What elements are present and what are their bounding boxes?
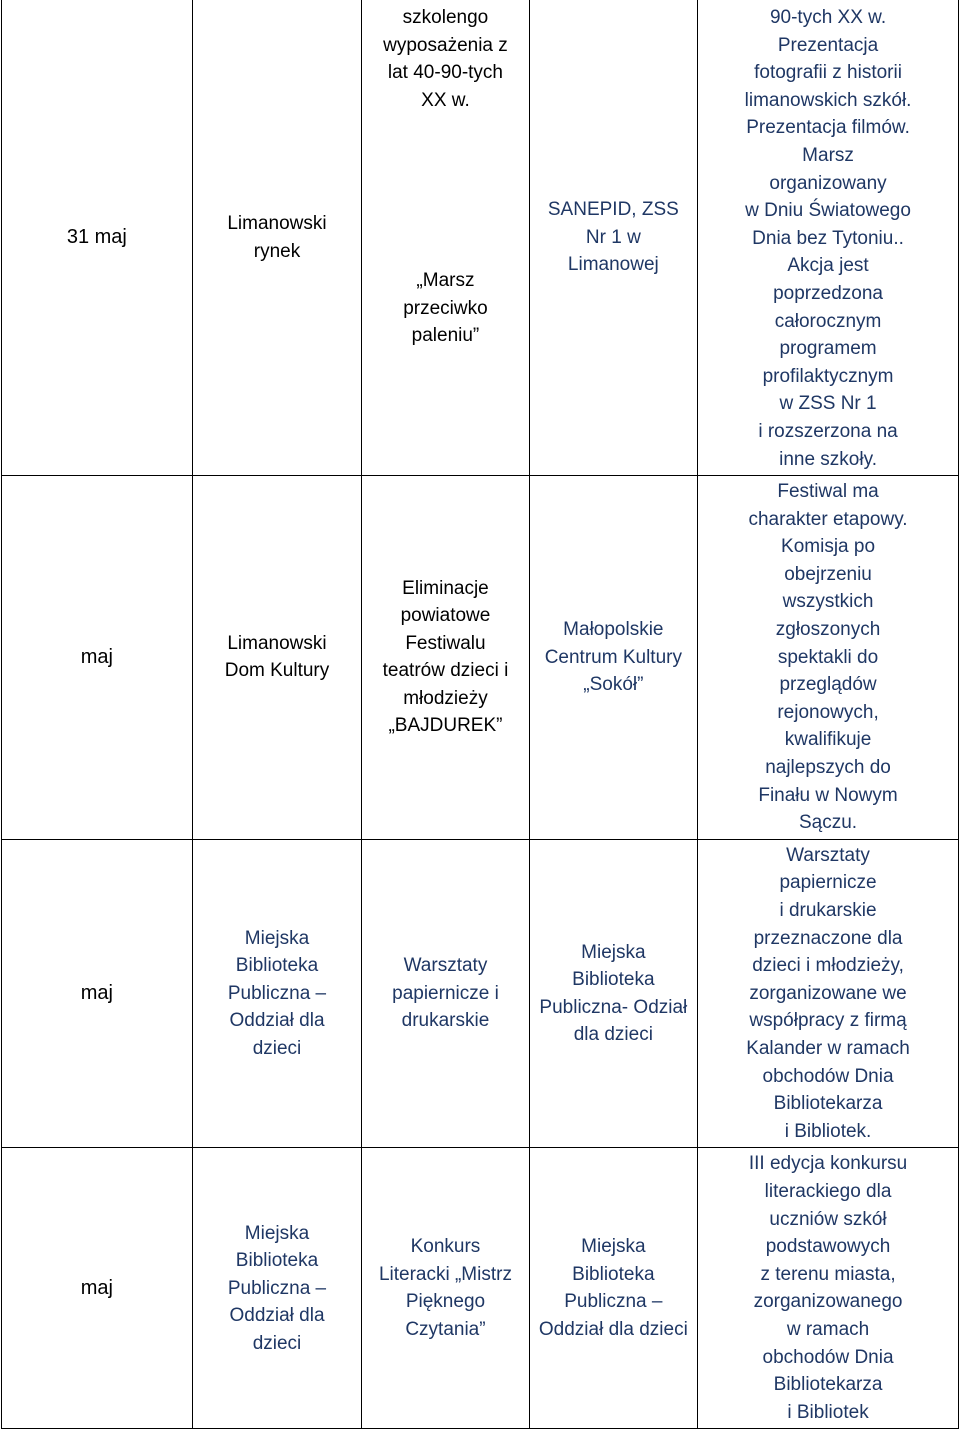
desc-line: Bibliotekarza <box>773 1374 883 1396</box>
desc-line: w ramach <box>786 1318 870 1340</box>
desc-line: Prezentacja filmów. <box>746 117 910 139</box>
title-line: wyposażenia z <box>383 34 508 56</box>
event-place <box>192 1148 362 1429</box>
desc-line: obchodów Dnia <box>762 1065 894 1087</box>
desc-line: rejonowych, <box>777 701 879 723</box>
title-line: szkolengo <box>402 7 489 28</box>
desc-line: obchodów Dnia <box>762 1346 894 1368</box>
title-line: Warsztaty <box>403 955 488 977</box>
desc-line: inne szkoły. <box>779 448 877 470</box>
desc-line: Komisja po <box>781 536 876 558</box>
table-row <box>2 1148 959 1429</box>
desc-line: organizowany <box>769 172 887 194</box>
desc-line: i Bibliotek <box>787 1401 869 1423</box>
title-line: „BAJDUREK” <box>388 715 503 737</box>
desc-line: poprzedzona <box>773 282 883 304</box>
event-place: Limanowski rynek <box>192 0 362 476</box>
desc-line: limanowskich szkół. <box>744 89 912 111</box>
desc-line: papiernicze <box>779 872 877 894</box>
title-line: Literacki „Mistrz <box>378 1263 512 1285</box>
title-line: lat 40-90-tych <box>387 62 504 83</box>
desc-line: i Bibliotek. <box>784 1120 872 1142</box>
desc-line: zorganizowanego <box>753 1291 903 1313</box>
desc-line: 90-tych XX w. <box>769 7 887 28</box>
desc-line: Kalander w ramach <box>746 1037 910 1059</box>
desc-line: charakter etapowy. <box>748 508 908 530</box>
desc-line: Sączu. <box>798 812 858 834</box>
place-line: Miejska <box>244 927 310 949</box>
desc-line: kwalifikuje <box>784 729 872 751</box>
table-row <box>2 0 959 476</box>
event-title <box>362 476 529 840</box>
desc-line: Akcja jest <box>787 255 869 277</box>
place-line: Oddział dla <box>229 1010 325 1032</box>
event-organizer <box>529 1148 697 1429</box>
event-date: maj <box>2 476 193 840</box>
title-line: Pięknego <box>405 1291 486 1313</box>
desc-line: z terenu miasta, <box>760 1263 896 1285</box>
event-date: maj <box>2 1148 193 1429</box>
event-place <box>192 839 362 1148</box>
desc-line: profilaktycznym <box>762 365 894 387</box>
org-line: „Sokół” <box>583 674 644 696</box>
title-line: Czytania” <box>405 1318 486 1340</box>
desc-line: przeglądów <box>779 674 877 696</box>
title-line: XX w. <box>421 89 470 111</box>
desc-line: Festiwal ma <box>777 481 879 503</box>
title-line: teatrów dzieci i <box>382 660 509 682</box>
event-description <box>698 476 959 840</box>
event-organizer <box>529 839 697 1148</box>
place-line: Publiczna – <box>227 982 327 1004</box>
event-title <box>362 1148 529 1429</box>
title-line: Festiwalu <box>405 632 486 654</box>
org-line: Publiczna- Odział <box>539 996 688 1018</box>
title-line: drukarskie <box>401 1010 490 1032</box>
events-table <box>1 0 959 1429</box>
org-line: Centrum Kultury <box>544 646 682 668</box>
desc-line: fotografii z historii <box>754 62 902 84</box>
place-line: Biblioteka <box>235 955 319 977</box>
event-description <box>698 0 959 476</box>
place-line: dzieci <box>252 1332 302 1354</box>
place-line: Publiczna – <box>227 1277 327 1299</box>
title-line: „Marsz <box>416 270 475 291</box>
desc-line: w ZSS Nr 1 <box>779 393 877 415</box>
desc-line: uczniów szkół <box>769 1208 887 1230</box>
desc-line: i rozszerzona na <box>758 420 898 442</box>
desc-line: i drukarskie <box>779 900 877 921</box>
desc-line: Finału w Nowym <box>758 784 898 806</box>
desc-line: obejrzeniu <box>784 563 872 585</box>
event-title <box>362 0 529 476</box>
event-description <box>698 1148 959 1429</box>
desc-line: najlepszych do <box>765 757 891 779</box>
title-line: przeciwko <box>403 297 488 319</box>
desc-line: literackiego dla <box>764 1180 892 1202</box>
org-line: Miejska <box>581 1236 646 1258</box>
org-line: Małopolskie <box>563 619 664 641</box>
table-row <box>2 839 959 1148</box>
desc-line: Marsz <box>802 144 854 166</box>
desc-line: Bibliotekarza <box>773 1093 883 1115</box>
title-line: Eliminacje <box>402 577 489 599</box>
place-line: Biblioteka <box>235 1250 319 1272</box>
title-line: młodzieży <box>403 687 488 709</box>
org-line: dla dzieci <box>573 1024 653 1046</box>
desc-line: przeznaczone dla <box>753 927 903 949</box>
title-line: paleniu” <box>411 325 480 346</box>
desc-line: podstawowych <box>765 1236 891 1258</box>
desc-line: Prezentacja <box>777 34 879 56</box>
event-title <box>362 839 529 1148</box>
org-line: Oddział dla dzieci <box>538 1318 688 1340</box>
title-spacer <box>366 114 524 267</box>
event-date: 31 maj <box>2 0 193 476</box>
desc-line: Warsztaty <box>786 844 870 866</box>
event-date: maj <box>2 839 193 1148</box>
place-line: Miejska <box>244 1222 310 1244</box>
title-line: papiernicze i <box>392 982 499 1004</box>
desc-line: Dnia bez Tytoniu.. <box>752 227 904 249</box>
title-line: powiatowe <box>400 605 491 627</box>
desc-line: w Dniu Światowego <box>745 200 911 222</box>
desc-line: spektakli do <box>777 646 879 668</box>
place-line: Oddział dla <box>229 1305 325 1327</box>
place-line: dzieci <box>252 1037 302 1059</box>
event-organizer <box>529 476 697 840</box>
org-line: Publiczna – <box>564 1291 663 1313</box>
desc-line: programem <box>779 338 877 360</box>
desc-line: współpracy z firmą <box>749 1010 907 1032</box>
desc-line: III edycja konkursu <box>748 1153 908 1175</box>
org-line: Miejska <box>581 941 646 963</box>
org-line: Biblioteka <box>572 1263 655 1285</box>
event-organizer: SANEPID, ZSS Nr 1 w Limanowej <box>529 0 697 476</box>
desc-line: całorocznym <box>774 310 882 332</box>
desc-line: zgłoszonych <box>775 619 881 641</box>
table-row <box>2 476 959 840</box>
desc-line: dzieci i młodzieży, <box>752 955 904 977</box>
org-line: Biblioteka <box>572 969 655 991</box>
title-line: Konkurs <box>410 1236 481 1258</box>
event-place: Limanowski Dom Kultury <box>192 476 362 840</box>
event-description <box>698 839 959 1148</box>
desc-line: zorganizowane we <box>749 982 907 1004</box>
desc-line: wszystkich <box>782 591 874 613</box>
